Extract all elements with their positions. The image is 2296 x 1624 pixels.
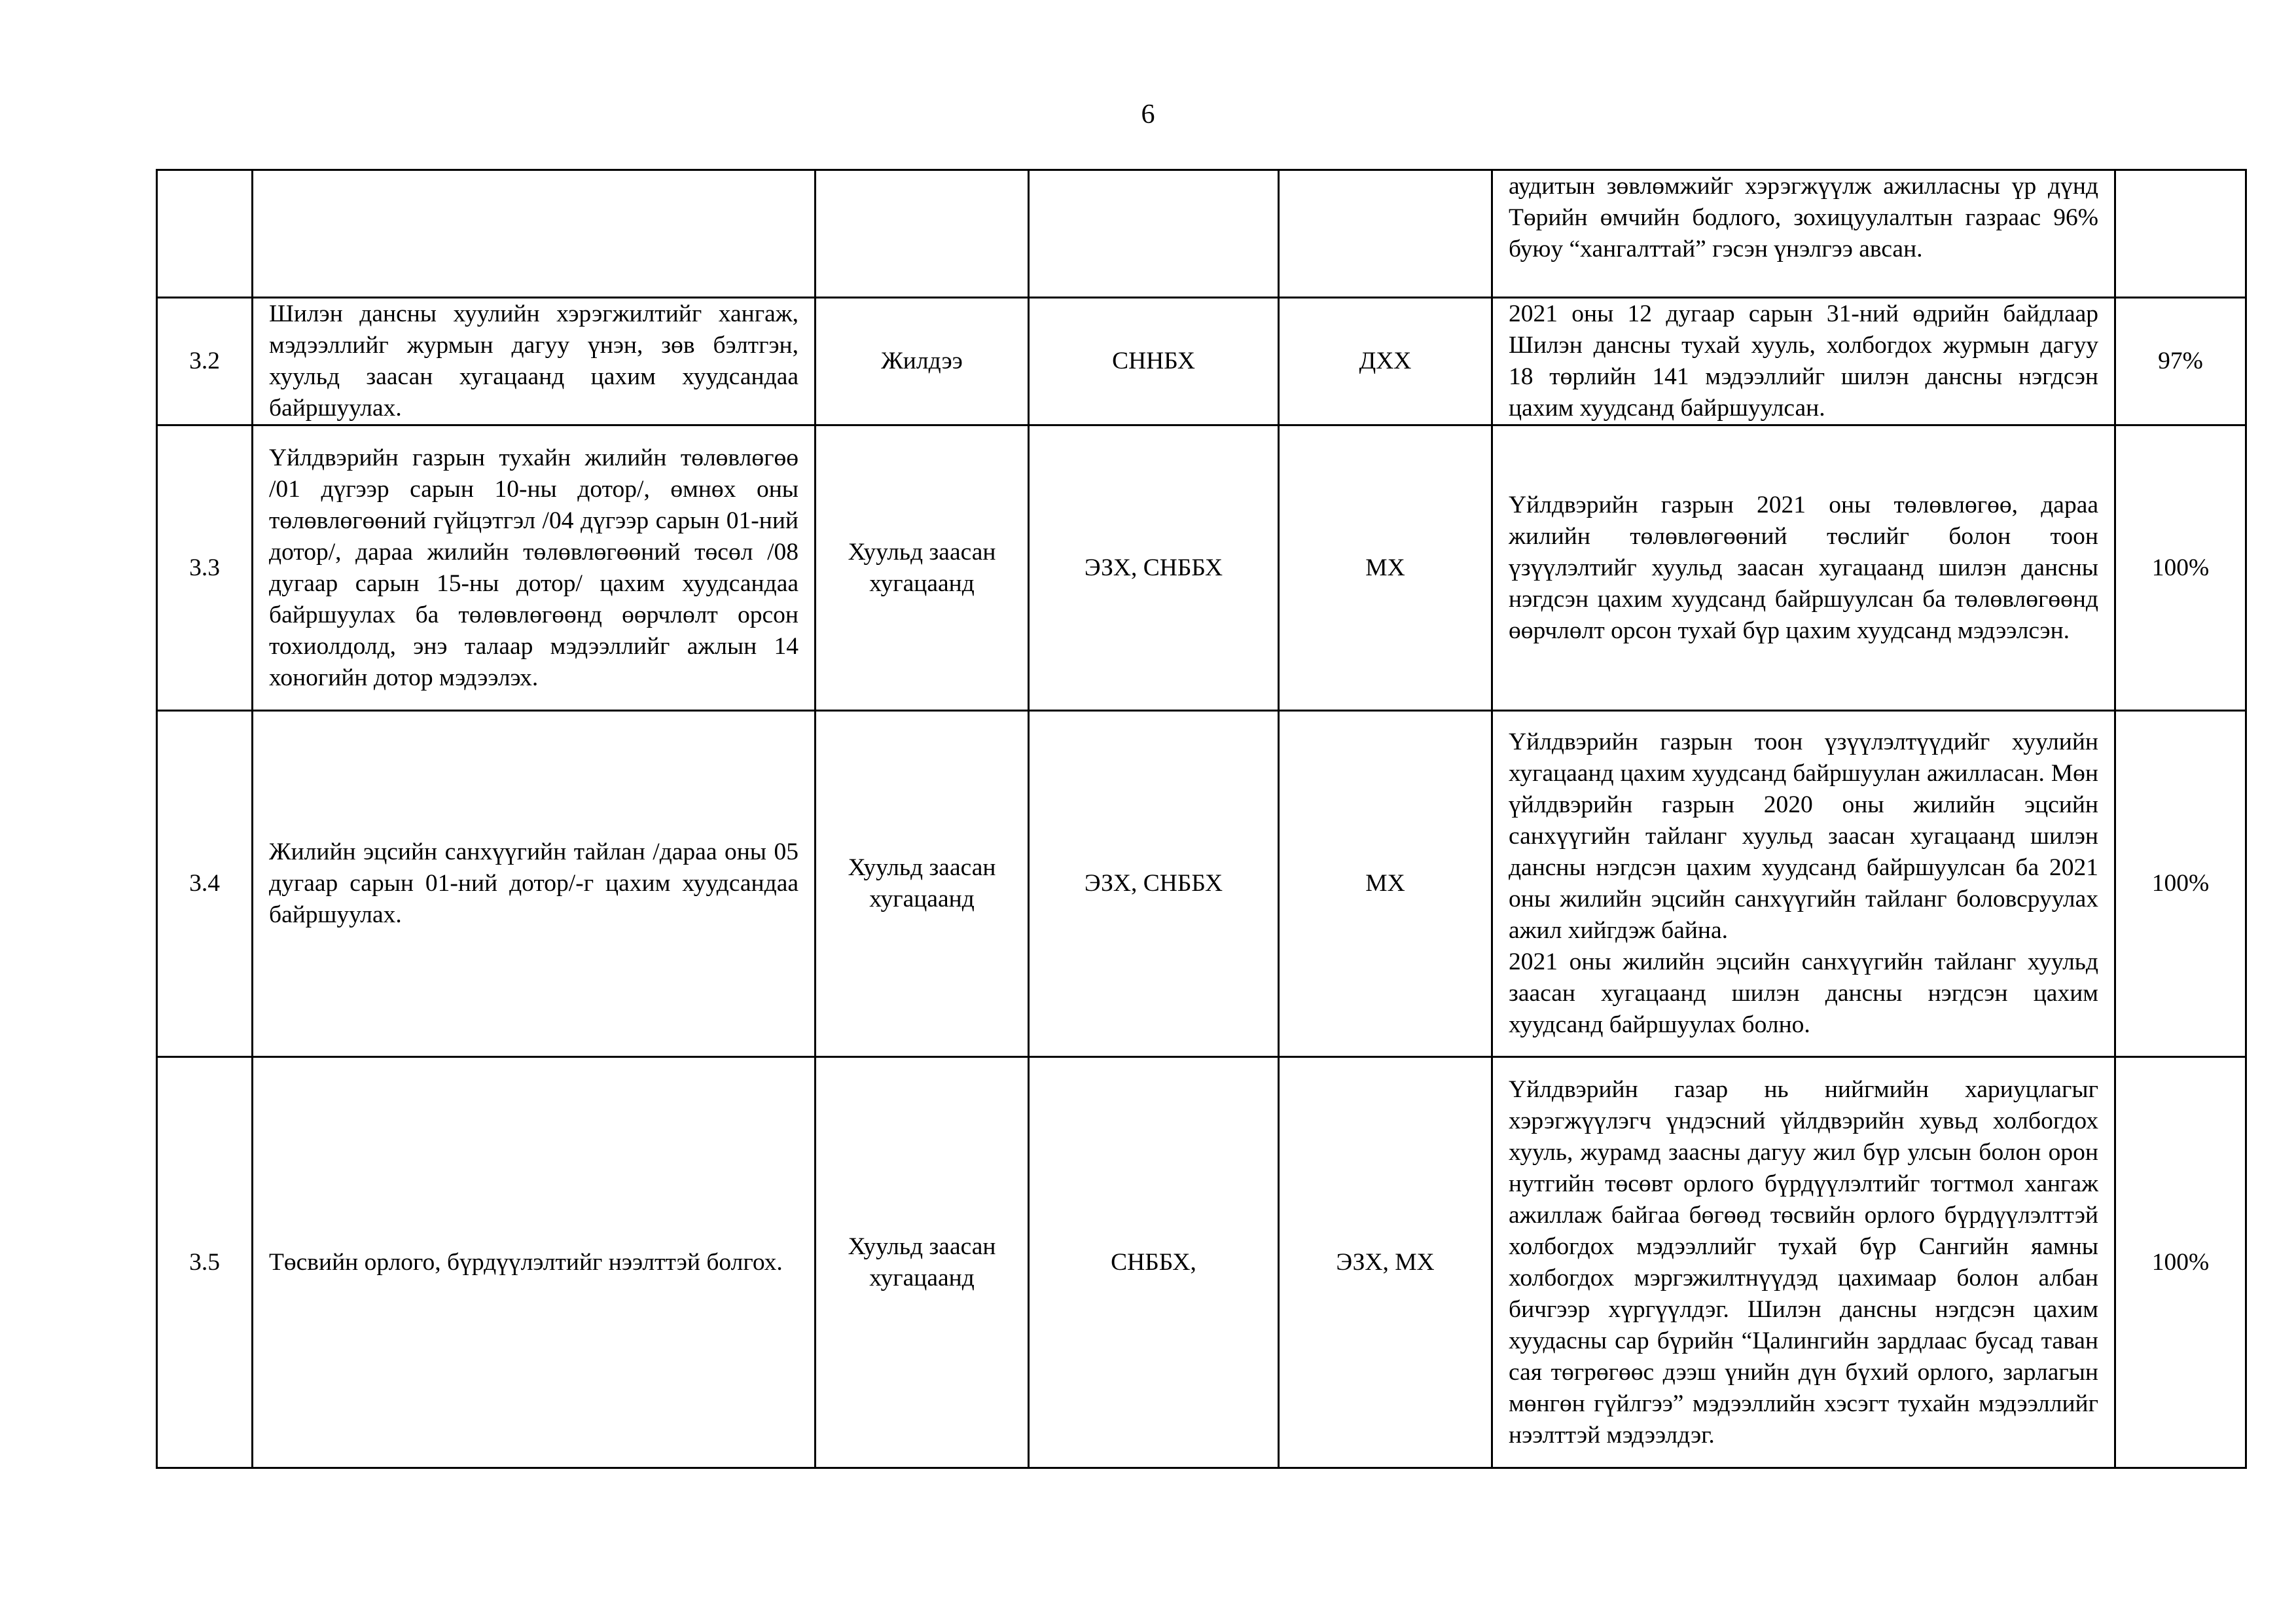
row-number-cell: 3.4 [157,711,253,1057]
deadline-cell [816,170,1029,298]
task-cell [253,170,816,298]
task-text: Үйлдвэрийн газрын тухайн жилийн төлөвлөгөө /01 дүгээр сарын 10-ны дотор/, өмнөх оны төлөвлөгөөний гүйцэтгэл /04 дүгээр сарын 01-ний дотор/, дараа жилийн төлөвлөгөөний төсөл /08 дугаар сарын 15-ны дотор/ цахим хуудсандаа байршуулах ба төлөвлөгөөнд өөрчлөлт орсон тохиолдолд, энэ талаар мэдээллийг ажлын 14 хоногийн дотор мэдээлэх. [269,444,798,691]
task-text: Төсвийн орлого, бүрдүүлэлтийг нээлттэй болгох. [269,1248,783,1276]
percent-cell: 100% [2115,711,2246,1057]
result-cell [1492,170,2115,298]
responsible-cell: ЭЗХ, СНББХ [1029,711,1279,1057]
task-cell [253,1057,816,1468]
deadline-cell: Хуульд заасан хугацаанд [816,425,1029,711]
task-text: Шилэн дансны хуулийн хэрэгжилтийг хангаж, мэдээллийг журмын дагуу үнэн, зөв бэлтгэн, хуульд заасан хугацаанд цахим хуудсандаа байршуулах. [269,300,798,422]
result-cell [1492,425,2115,711]
responsible-cell: СНББХ, [1029,1057,1279,1468]
deadline-cell: Жилдээ [816,298,1029,425]
row-number-cell [157,170,253,298]
page-number: 6 [1141,99,1155,130]
responsible-cell: ЭЗХ, СНББХ [1029,425,1279,711]
result-text: Үйлдвэрийн газар нь нийгмийн хариуцлагыг хэрэгжүүлэгч үндэсний үйлдвэрийн хувьд холбогдох хууль, журамд заасны дагуу жил бүр улсын болон орон нутгийн төсөвт орлого бүрдүүлэлтийг тогтмол хангаж ажиллаж байгаа бөгөөд төсвийн орлого бүрдүүлэлттэй холбогдох мэдээллийг тухай бүр Сангийн яамны холбогдох мэргэжилтнүүдэд цахимаар болон албан бичгээр хүргүүлдэг. Шилэн дансны нэгдсэн цахим хуудасны сар бүрийн “Цалингийн зардлаас бусад таван сая төгрөгөөс дээш үнийн дүн бүхий орлого, зарлагын мөнгөн гүйлгээ” мэдээллийн хэсэгт тухайн мэдээллийг нээлттэй мэдээлдэг. [1509,1075,2098,1449]
result-cell [1492,711,2115,1057]
result-text: 2021 оны 12 дугаар сарын 31-ний өдрийн байдлаар Шилэн дансны тухай хууль, холбогдох журмын дагуу 18 төрлийн 141 мэдээллийг шилэн дансны нэгдсэн цахим хуудсанд байршуулсан. [1509,300,2098,422]
responsible-cell: СННБХ [1029,298,1279,425]
participants-cell: ДХХ [1279,298,1492,425]
percent-cell: 100% [2115,1057,2246,1468]
table-row [157,425,2246,711]
row-number-cell: 3.3 [157,425,253,711]
result-text: Үйлдвэрийн газрын тоон үзүүлэлтүүдийг хуулийн хугацаанд цахим хуудсанд байршуулан ажилласан. Мөн үйлдвэрийн газрын 2020 оны жилийн эцсийн санхүүгийн тайланг хуульд заасан хугацаанд шилэн дансны нэгдсэн цахим хуудсанд байршуулсан ба 2021 оны жилийн эцсийн санхүүгийн тайланг боловсруулах ажил хийгдэж байна. 2021 оны жилийн эцсийн санхүүгийн тайланг хуульд заасан хугацаанд шилэн дансны нэгдсэн цахим хуудсанд байршуулах болно. [1509,729,2098,1038]
result-text: аудитын зөвлөмжийг хэрэгжүүлж ажилласны үр дүнд Төрийн өмчийн бодлого, зохицуулалтын газраас 96% буюу “хангалттай” гэсэн үнэлгээ авсан. [1509,173,2098,262]
task-text: Жилийн эцсийн санхүүгийн тайлан /дараа оны 05 дугаар сарын 01-ний дотор/-г цахим хуудсандаа байршуулах. [269,839,798,928]
participants-cell: ЭЗХ, МХ [1279,1057,1492,1468]
result-cell [1492,1057,2115,1468]
task-cell [253,298,816,425]
percent-cell: 97% [2115,298,2246,425]
table-row [157,170,2246,298]
task-cell [253,425,816,711]
progress-report-table [156,169,2247,1469]
table-row [157,298,2246,425]
responsible-cell [1029,170,1279,298]
table-row [157,1057,2246,1468]
result-cell [1492,298,2115,425]
participants-cell: МХ [1279,425,1492,711]
percent-cell: 100% [2115,425,2246,711]
participants-cell: МХ [1279,711,1492,1057]
deadline-cell: Хуульд заасан хугацаанд [816,711,1029,1057]
percent-cell [2115,170,2246,298]
row-number-cell: 3.5 [157,1057,253,1468]
table-row [157,711,2246,1057]
row-number-cell: 3.2 [157,298,253,425]
deadline-cell: Хуульд заасан хугацаанд [816,1057,1029,1468]
task-cell [253,711,816,1057]
result-text: Үйлдвэрийн газрын 2021 оны төлөвлөгөө, дараа жилийн төлөвлөгөөний төслийг болон тоон үзүүлэлтийг хуульд заасан хугацаанд шилэн дансны нэгдсэн цахим хуудсанд байршуулсан ба төлөвлөгөөнд өөрчлөлт орсон тухай бүр цахим хуудсанд мэдээлсэн. [1509,491,2098,644]
participants-cell [1279,170,1492,298]
